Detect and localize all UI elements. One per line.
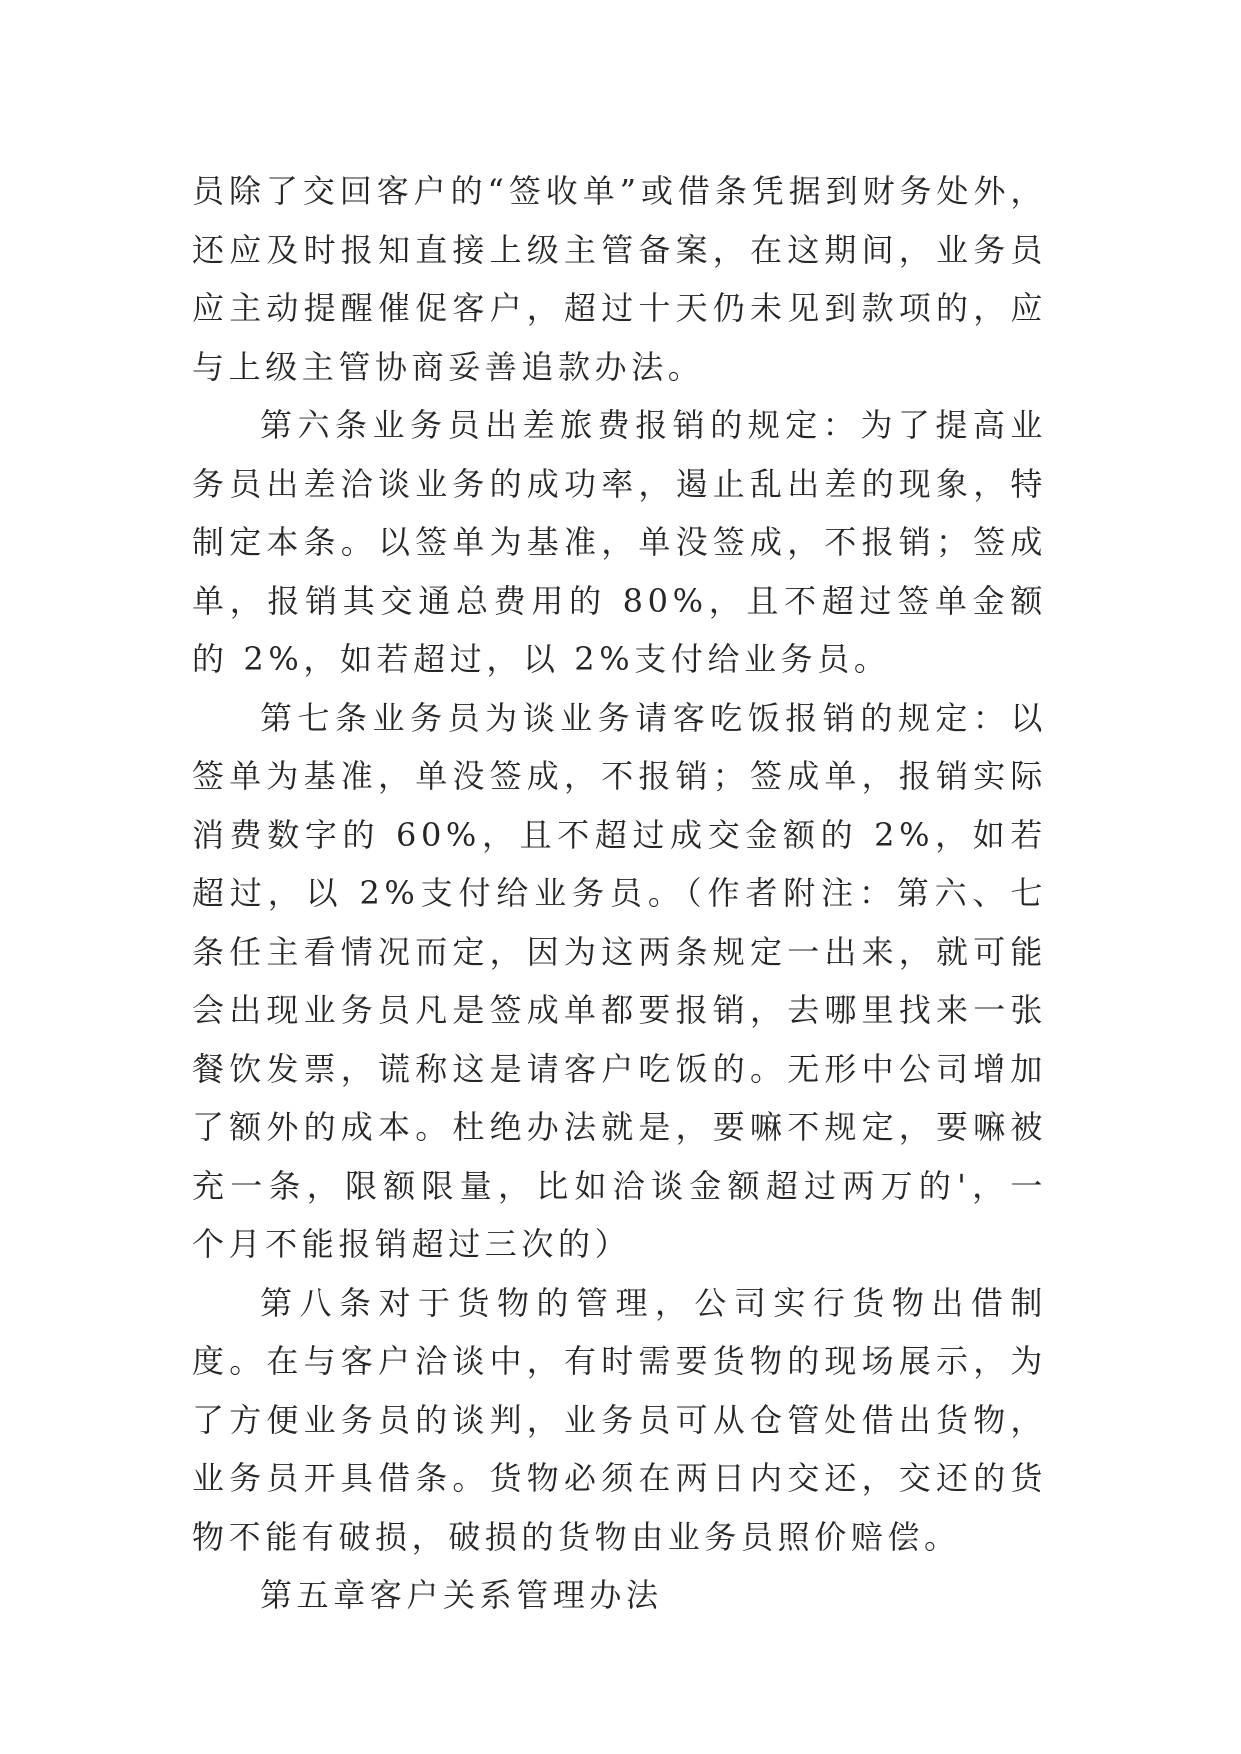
paragraph-continuation: 员除了交回客户的“签收单”或借条凭据到财务处外，还应及时报知直接上级主管备案，在这期间，业务员应主动提醒催促客户，超过十天仍未见到款项的，应与上级主管协商妥善追款办法。 [192,172,1047,386]
paragraph-article-8: 第八条对于货物的管理，公司实行货物出借制度。在与客户洽谈中，有时需要货物的现场展示，为了方便业务员的谈判，业务员可从仓管处借出货物，业务员开具借条。货物必须在两日内交还，交还的货物不能有破损，破损的货物由业务员照价赔偿。 [192,1283,1047,1556]
document-page [192,162,1047,1625]
paragraph-article-7: 第七条业务员为谈业务请客吃饭报销的规定：以签单为基准，单没签成，不报销；签成单，报销实际消费数字的 60%，且不超过成交金额的 2%，如若超过，以 2%支付给业务员。（作者附注：第六、七条任主看情况而定，因为这两条规定一出来，就可能会出现业务员凡是签成单都要报销，去哪里找来一张餐饮发票，谎称这是请客户吃饭的。无形中公司增加了额外的成本。杜绝办法就是，要嘛不规定，要嘛被充一条，限额限量，比如洽谈金额超过两万的'，一个月不能报销超过三次的） [192,698,1047,1263]
chapter-heading: 第五章客户关系管理办法 [260,1576,663,1614]
paragraph-article-6: 第六条业务员出差旅费报销的规定：为了提高业务员出差洽谈业务的成功率，遏止乱出差的现象，特制定本条。以签单为基准，单没签成，不报销；签成单，报销其交通总费用的 80%，且不超过签单金额的 2%，如若超过，以 2%支付给业务员。 [192,406,1047,678]
